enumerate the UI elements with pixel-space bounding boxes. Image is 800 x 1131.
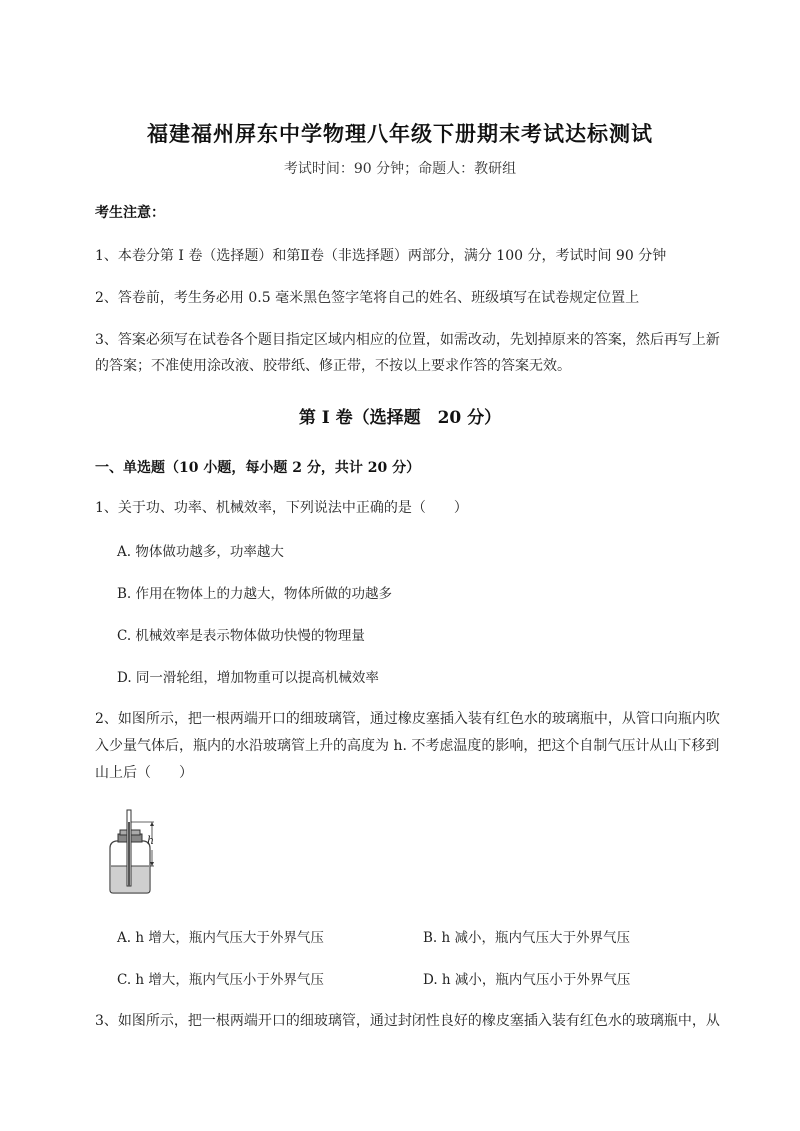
notice-item-2: 2、答卷前，考生务必用 0.5 毫米黑色签字笔将自己的姓名、班级填写在试卷规定位置上: [95, 290, 640, 306]
question-2-stem-line-3: 山上后（ ）: [95, 765, 193, 781]
page-title: 福建福州屏东中学物理八年级下册期末考试达标测试: [147, 121, 653, 146]
barometer-figure: [104, 808, 166, 894]
question-1-stem: 1、关于功、功率、机械效率，下列说法中正确的是（ ）: [95, 500, 468, 516]
question-2-stem-line-1: 2、如图所示，把一根两端开口的细玻璃管，通过橡皮塞插入装有红色水的玻璃瓶中，从管口向瓶内吹: [95, 711, 720, 727]
exam-info: 考试时间：90 分钟；命题人：教研组: [283, 161, 517, 177]
question-2-stem-line-2: 入少量气体后，瓶内的水沿玻璃管上升的高度为 h. 不考虑温度的影响，把这个自制气压计从山下移到: [95, 738, 720, 754]
question-2-option-a[interactable]: A. h 增大，瓶内气压大于外界气压: [117, 930, 324, 946]
question-1-option-a[interactable]: A. 物体做功越多，功率越大: [117, 544, 284, 560]
notice-item-1: 1、本卷分第 I 卷（选择题）和第Ⅱ卷（非选择题）两部分，满分 100 分，考试时间 90 分钟: [95, 248, 667, 264]
question-2-option-d[interactable]: D. h 减小，瓶内气压小于外界气压: [423, 972, 631, 988]
question-type-heading: 一、单选题（10 小题，每小题 2 分，共计 20 分）: [95, 460, 421, 476]
notice-heading: 考生注意：: [95, 205, 165, 221]
question-1-option-d[interactable]: D. 同一滑轮组，增加物重可以提高机械效率: [117, 670, 379, 686]
question-1-option-b[interactable]: B. 作用在物体上的力越大，物体所做的功越多: [117, 586, 393, 602]
section-title: 第 I 卷（选择题 20 分）: [298, 408, 502, 428]
question-3-stem: 3、如图所示，把一根两端开口的细玻璃管，通过封闭性良好的橡皮塞插入装有红色水的玻璃瓶中，从: [95, 1013, 720, 1029]
figure-label-h: h: [147, 834, 155, 847]
question-1-option-c[interactable]: C. 机械效率是表示物体做功快慢的物理量: [117, 628, 365, 644]
question-2-option-b[interactable]: B. h 减小，瓶内气压大于外界气压: [423, 930, 630, 946]
question-2-option-c[interactable]: C. h 增大，瓶内气压小于外界气压: [117, 972, 324, 988]
notice-item-3-cont: 的答案；不准使用涂改液、胶带纸、修正带，不按以上要求作答的答案无效。: [95, 358, 571, 374]
notice-item-3: 3、答案必须写在试卷各个题目指定区域内相应的位置，如需改动，先划掉原来的答案，然后再写上新: [95, 332, 720, 348]
